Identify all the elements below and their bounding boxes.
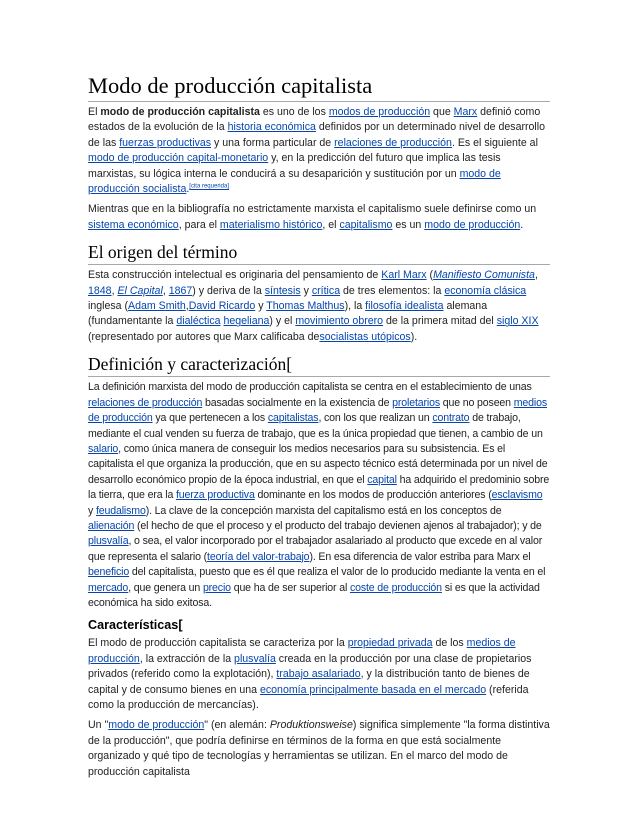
link-precio[interactable]: precio bbox=[202, 581, 231, 594]
link-alienacion[interactable]: alienación bbox=[88, 519, 135, 532]
text: creada en la producción por una clase de propietarios privados (referido como la explotación), bbox=[88, 652, 532, 681]
text: y bbox=[88, 504, 96, 517]
german-term: Produktionsweise bbox=[269, 719, 353, 732]
link-plusvalia[interactable]: plusvalía bbox=[234, 652, 276, 665]
text: es uno de los bbox=[259, 106, 329, 118]
text: . Es el siguiente al bbox=[451, 136, 538, 149]
edit-bracket: [ bbox=[178, 618, 183, 633]
text: , bbox=[185, 300, 189, 313]
link-teoria-del-valor-trabajo[interactable]: teoría del valor-trabajo bbox=[207, 550, 310, 563]
text: , con los que realizan un bbox=[318, 412, 433, 425]
text: y una forma particular de bbox=[211, 136, 335, 149]
link-medios-de-produccion[interactable]: medios de producción bbox=[88, 396, 547, 425]
origin-paragraph bbox=[88, 268, 550, 345]
text: ). bbox=[410, 330, 418, 343]
text: , bbox=[111, 284, 118, 297]
second-paragraph bbox=[88, 202, 550, 233]
link-socialistas-utopicos[interactable]: socialistas utópicos bbox=[319, 330, 411, 343]
text: definidos por un determinado nivel de desarrollo de las bbox=[88, 121, 546, 149]
text: , y la distribución tanto de bienes de capital y de consumo bienes en una bbox=[88, 668, 530, 696]
link-sistema-economico[interactable]: sistema económico bbox=[88, 218, 179, 231]
intro-paragraph bbox=[88, 105, 550, 197]
text: es un bbox=[392, 218, 425, 231]
text: , como única manera de conseguir los medios necesarios para su subsistencia. Es el capitalista el que organiza la producción, que en su aspecto técnico está determinada por un nivel de desarrollo económico propio de la época industrial, en que el bbox=[88, 442, 548, 486]
link-1848[interactable]: 1848 bbox=[88, 284, 112, 297]
text: definió como estados de la evolución de la bbox=[88, 106, 541, 134]
text: de trabajo, mediante el cual venden su fuerza de trabajo, que es la única propiedad que tienen, a cambio de un bbox=[88, 412, 543, 440]
link-coste-de-produccion[interactable]: coste de producción bbox=[349, 581, 442, 594]
link-filosofia-idealista[interactable]: filosofía idealista bbox=[365, 300, 444, 313]
text: y bbox=[300, 284, 312, 297]
link-movimiento-obrero[interactable]: movimiento obrero bbox=[295, 315, 384, 328]
link-david-ricardo[interactable]: David Ricardo bbox=[188, 300, 256, 313]
link-plusvalia[interactable]: plusvalía bbox=[88, 535, 129, 548]
text: ), la bbox=[344, 300, 366, 313]
text: si es que la actividad económica ha sido exitosa. bbox=[88, 581, 540, 609]
article bbox=[88, 72, 550, 785]
link-trabajo-asalariado[interactable]: trabajo asalariado bbox=[276, 668, 361, 681]
link-adam-smith[interactable]: Adam Smith bbox=[128, 300, 186, 313]
text: . bbox=[186, 183, 190, 196]
text: , la extracción de la bbox=[139, 652, 235, 665]
text: que no poseen bbox=[439, 396, 514, 409]
text: (el hecho de que el proceso y el producto del trabajo devienen ajenos al trabajador); y de bbox=[134, 519, 542, 532]
link-economia-de-mercado[interactable]: economía principalmente basada en el mercado bbox=[259, 683, 487, 696]
characteristics-paragraph bbox=[88, 636, 550, 713]
link-historia-economica[interactable]: historia económica bbox=[227, 121, 316, 134]
text: ha adquirido el predominio sobre la tierra, que era la bbox=[88, 473, 550, 502]
text: , bbox=[162, 284, 169, 297]
link-el-capital[interactable]: El Capital bbox=[117, 284, 163, 297]
link-dialectica[interactable]: dialéctica bbox=[176, 315, 221, 328]
link-salario[interactable]: salario bbox=[88, 442, 119, 455]
link-fuerzas-productivas[interactable]: fuerzas productivas bbox=[119, 136, 212, 149]
citation-needed-link[interactable]: [cita requerida] bbox=[189, 183, 229, 190]
text: (referida como la producción de mercancías). bbox=[88, 683, 529, 711]
text: ya que pertenecen a los bbox=[152, 412, 268, 425]
text: La definición marxista del modo de producción capitalista se centra en el establecimiento de unas bbox=[88, 381, 532, 394]
text: , que genera un bbox=[128, 581, 203, 594]
link-karl-marx[interactable]: Karl Marx bbox=[381, 269, 427, 282]
text: ( bbox=[426, 269, 434, 282]
heading-text: Características bbox=[88, 618, 179, 633]
text: inglesa ( bbox=[88, 300, 129, 313]
link-beneficio[interactable]: beneficio bbox=[88, 566, 130, 579]
text: ). La clave de la concepción marxista del capitalismo está en los conceptos de bbox=[145, 504, 502, 517]
section-heading-origin: El origen del término bbox=[88, 241, 550, 265]
link-thomas-malthus[interactable]: Thomas Malthus bbox=[266, 300, 345, 313]
text: Un " bbox=[88, 719, 109, 732]
text: dominante en los modos de producción anteriores ( bbox=[254, 489, 492, 502]
link-modo-de-produccion[interactable]: modo de producción bbox=[424, 218, 521, 231]
link-modos-de-produccion[interactable]: modos de producción bbox=[328, 106, 431, 118]
link-economia-clasica[interactable]: economía clásica bbox=[444, 284, 527, 297]
link-modo-de-produccion[interactable]: modo de producción bbox=[108, 719, 205, 732]
link-manifiesto-comunista[interactable]: Manifiesto Comunista bbox=[433, 269, 535, 282]
link-marx[interactable]: Marx bbox=[453, 106, 478, 118]
link-sintesis[interactable]: síntesis bbox=[264, 284, 301, 297]
link-proletarios[interactable]: proletarios bbox=[392, 396, 440, 409]
link-critica[interactable]: crítica bbox=[311, 284, 341, 297]
text: que bbox=[430, 106, 454, 118]
text: (representado por autores que Marx calificaba de bbox=[88, 330, 320, 343]
text: , bbox=[534, 269, 538, 282]
heading-text: Definición y caracterización bbox=[88, 354, 287, 375]
text: de tres elementos: la bbox=[340, 284, 445, 297]
final-paragraph bbox=[88, 718, 550, 780]
text: , o sea, el valor incorporado por el trabajador asalariado al producto que excede en al valor que representa el salario ( bbox=[88, 535, 543, 563]
text: alemana (fundamentante la bbox=[88, 300, 488, 328]
link-mercado[interactable]: mercado bbox=[88, 581, 129, 594]
link-propiedad-privada[interactable]: propiedad privada bbox=[347, 637, 433, 650]
link-relaciones-de-produccion[interactable]: relaciones de producción bbox=[334, 136, 452, 149]
text: y bbox=[255, 300, 267, 313]
text: y, en la predicción del futuro que implica las tesis marxistas, su lógica interna le conducirá a su desaparición y sustitución por un bbox=[88, 152, 501, 180]
text: ). En esa diferencia de valor estriba para Marx el bbox=[309, 550, 531, 563]
link-esclavismo[interactable]: esclavismo bbox=[491, 489, 543, 502]
bold-term: modo de producción capitalista bbox=[100, 106, 260, 118]
text: El bbox=[88, 106, 101, 118]
text: El modo de producción capitalista se caracteriza por la bbox=[88, 637, 348, 650]
link-hegeliana[interactable]: hegeliana bbox=[223, 315, 270, 328]
link-relaciones-de-produccion[interactable]: relaciones de producción bbox=[88, 396, 203, 409]
page-title: Modo de producción capitalista bbox=[88, 72, 550, 102]
text: Mientras que en la bibliografía no estrictamente marxista el capitalismo suele definirse como un bbox=[88, 203, 537, 216]
link-capital[interactable]: capital bbox=[367, 473, 397, 486]
link-capitalistas[interactable]: capitalistas bbox=[267, 412, 319, 425]
link-medios-de-produccion[interactable]: medios de producción bbox=[88, 637, 516, 665]
text: , el bbox=[322, 218, 340, 231]
link-materialismo-historico[interactable]: materialismo histórico bbox=[219, 218, 323, 231]
edit-bracket: [ bbox=[286, 354, 293, 375]
link-feudalismo[interactable]: feudalismo bbox=[95, 504, 146, 517]
text: . bbox=[520, 218, 524, 231]
link-siglo-xix[interactable]: siglo XIX bbox=[496, 315, 539, 328]
text: ) significa simplemente "la forma distintiva de la producción", que podría definirse en términos de la forma en que está socialmente organizado y qué tipo de tecnologías y herramientas se utilizan. En el marco del modo de producción capitalista bbox=[88, 719, 550, 778]
definition-paragraph bbox=[88, 380, 550, 611]
text: ) y deriva de la bbox=[192, 284, 265, 297]
link-fuerza-productiva[interactable]: fuerza productiva bbox=[175, 489, 255, 502]
link-capitalismo[interactable]: capitalismo bbox=[339, 218, 393, 231]
text: basadas socialmente en la existencia de bbox=[202, 396, 393, 409]
text: , para el bbox=[178, 218, 220, 231]
text: del capitalista, puesto que es él que realiza el valor de lo producido mediante la venta en el bbox=[129, 566, 546, 579]
section-heading-definition bbox=[88, 353, 550, 377]
link-modo-capital-monetario[interactable]: modo de producción capital-monetario bbox=[88, 152, 269, 165]
text: Esta construcción intelectual es originaria del pensamiento de bbox=[88, 269, 382, 282]
link-contrato[interactable]: contrato bbox=[432, 412, 470, 425]
link-modo-socialista[interactable]: modo de producción socialista bbox=[88, 167, 501, 196]
text: de la primera mitad del bbox=[383, 315, 497, 328]
text: de los bbox=[432, 637, 467, 650]
text: que ha de ser superior al bbox=[230, 581, 350, 594]
text: ) y el bbox=[269, 315, 296, 328]
text: " (en alemán: bbox=[204, 719, 270, 732]
subsection-heading-characteristics bbox=[88, 616, 550, 634]
link-1867[interactable]: 1867 bbox=[168, 284, 193, 297]
